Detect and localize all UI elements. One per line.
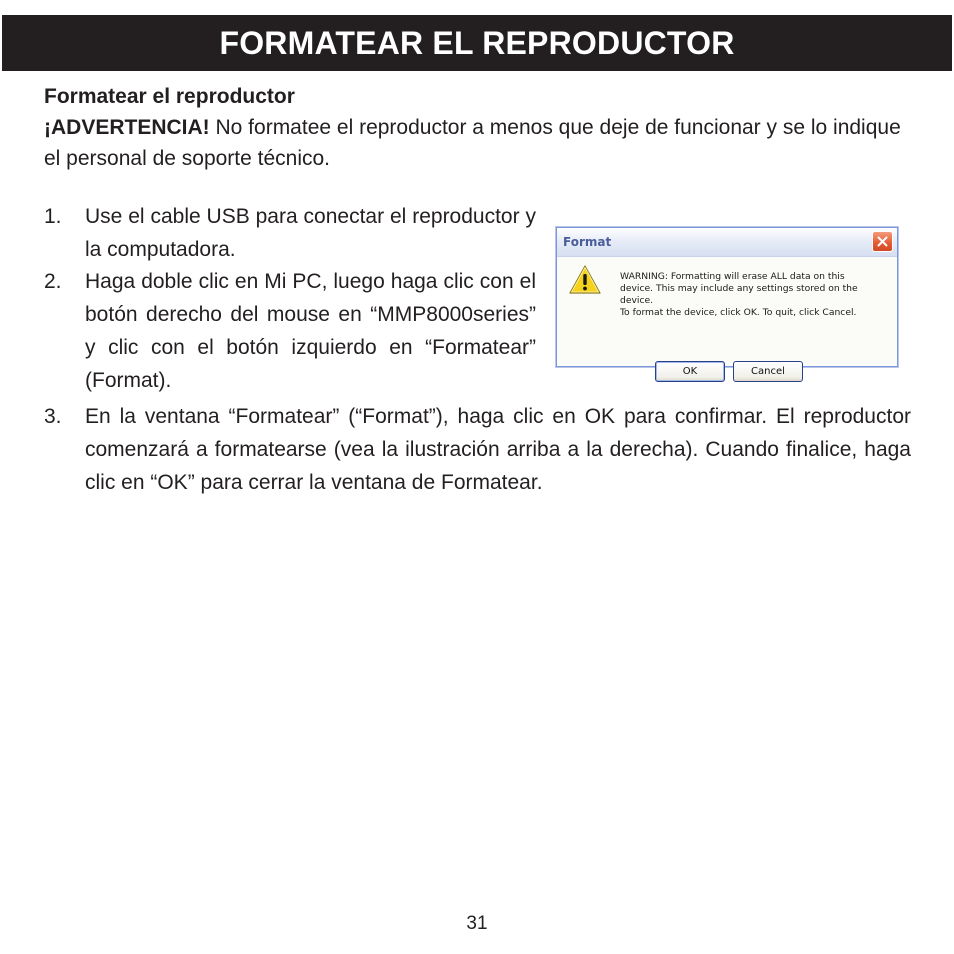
page-number: 31	[466, 913, 488, 934]
step-number: 3.	[44, 405, 62, 428]
step-number: 2.	[44, 270, 62, 293]
warning-paragraph	[44, 112, 912, 174]
ok-button[interactable]: OK	[655, 361, 725, 382]
format-dialog-illustration	[556, 227, 898, 377]
dialog-body	[557, 257, 897, 377]
dialog-close-button[interactable]	[872, 231, 893, 252]
step-text: En la ventana “Formatear” (“Format”), haga clic en OK para confirmar. El reproductor comenzará a formatearse (vea la ilustración arriba a la derecha). Cuando finalice, haga clic en “OK” para cerrar la ventana de Formatear.	[85, 405, 911, 494]
cancel-button[interactable]: Cancel	[733, 361, 803, 382]
step-text: Haga doble clic en Mi PC, luego haga clic con el botón derecho del mouse en “MMP8000series” y clic con el botón izquierdo en “Formatear” (Format).	[85, 270, 536, 392]
section-subheading: Formatear el reproductor	[44, 85, 295, 108]
warning-label: ¡ADVERTENCIA!	[44, 116, 210, 139]
page-header-bar	[2, 15, 952, 71]
step-text: Use el cable USB para conectar el reproductor y la computadora.	[85, 205, 536, 261]
step-number: 1.	[44, 205, 62, 228]
close-x-icon	[877, 236, 888, 247]
dialog-message: WARNING: Formatting will erase ALL data on this device. This may include any settings stored on the device. To format the device, click OK. To quit, click Cancel.	[620, 271, 858, 318]
dialog-title: Format	[563, 235, 612, 249]
dialog-titlebar	[557, 228, 897, 257]
page-title: FORMATEAR EL REPRODUCTOR	[219, 24, 735, 61]
warning-text: No formatee el reproductor a menos que deje de funcionar y se lo indique el personal de soporte técnico.	[44, 116, 901, 170]
warning-triangle-icon	[568, 263, 602, 297]
